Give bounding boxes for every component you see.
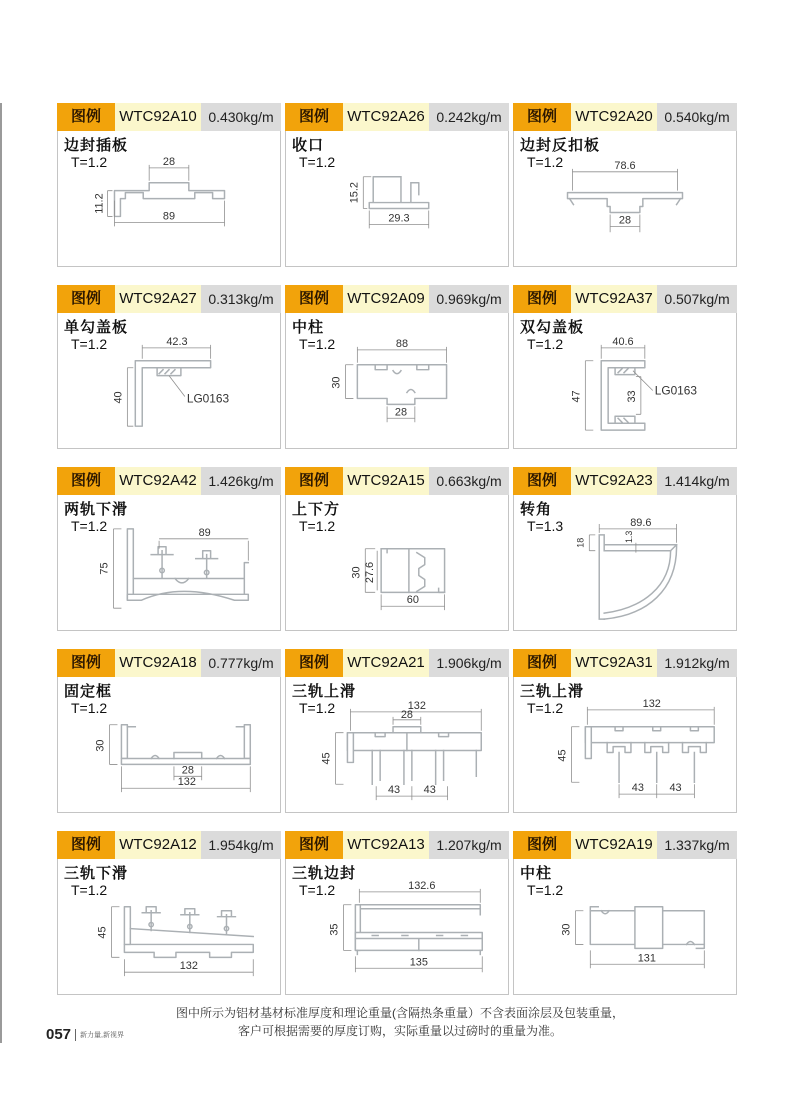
product-code: WTC92A19 xyxy=(571,831,657,859)
dim-label: 42.3 xyxy=(166,335,188,348)
legend-badge: 图例 xyxy=(57,103,115,131)
unit-weight: 1.954kg/m xyxy=(201,831,281,859)
profile-drawing xyxy=(286,881,508,994)
profile-card xyxy=(513,285,737,449)
dim-label: 15.2 xyxy=(348,182,361,204)
dim-label: 29.3 xyxy=(388,212,410,225)
legend-badge: 图例 xyxy=(513,649,571,677)
profile-name: 两轨下滑 xyxy=(64,501,129,518)
product-code: WTC92A21 xyxy=(343,649,429,677)
thickness-label: T=1.2 xyxy=(299,518,336,534)
thickness-label: T=1.2 xyxy=(527,700,564,716)
thickness-label: T=1.2 xyxy=(299,700,336,716)
legend-badge: 图例 xyxy=(57,831,115,859)
profile-name: 中柱 xyxy=(292,319,325,336)
unit-weight: 0.313kg/m xyxy=(201,285,281,313)
unit-weight: 0.969kg/m xyxy=(429,285,509,313)
profile-drawing xyxy=(58,699,280,812)
card-header xyxy=(285,649,509,677)
card-header xyxy=(513,831,737,859)
unit-weight: 1.912kg/m xyxy=(657,649,737,677)
profile-card xyxy=(57,831,281,995)
unit-weight: 1.337kg/m xyxy=(657,831,737,859)
dim-label: 45 xyxy=(556,749,569,762)
card-header xyxy=(57,103,281,131)
dim-label: 132 xyxy=(179,960,198,973)
page-number-divider xyxy=(75,1029,76,1041)
profile-name: 三轨下滑 xyxy=(64,865,129,882)
thickness-label: T=1.2 xyxy=(71,882,108,898)
page-footer xyxy=(46,1026,124,1043)
unit-weight: 1.414kg/m xyxy=(657,467,737,495)
card-header xyxy=(57,831,281,859)
profile-drawing xyxy=(286,699,508,812)
product-code: WTC92A09 xyxy=(343,285,429,313)
dim-label: 132 xyxy=(642,699,661,710)
profile-card xyxy=(285,103,509,267)
legend-badge: 图例 xyxy=(285,467,343,495)
thickness-label: T=1.2 xyxy=(299,336,336,352)
dim-label: 88 xyxy=(395,337,409,350)
dim-label: 89.6 xyxy=(630,517,652,529)
product-code: WTC92A26 xyxy=(343,103,429,131)
unit-weight: 0.430kg/m xyxy=(201,103,281,131)
profile-name: 边封插板 xyxy=(64,137,129,154)
dim-label: 30 xyxy=(560,923,573,936)
legend-badge: 图例 xyxy=(513,103,571,131)
product-code: WTC92A42 xyxy=(115,467,201,495)
legend-badge: 图例 xyxy=(57,285,115,313)
unit-weight: 1.207kg/m xyxy=(429,831,509,859)
thickness-label: T=1.2 xyxy=(299,154,336,170)
dim-label: 18 xyxy=(575,537,586,548)
profile-card xyxy=(57,285,281,449)
profile-card xyxy=(285,285,509,449)
dim-label: 33 xyxy=(625,390,638,403)
legend-badge: 图例 xyxy=(285,103,343,131)
dim-label: 47 xyxy=(570,390,583,403)
card-header xyxy=(513,467,737,495)
thickness-label: T=1.2 xyxy=(299,882,336,898)
thickness-label: T=1.2 xyxy=(71,518,108,534)
profile-name: 中柱 xyxy=(520,865,553,882)
dim-label: 43 xyxy=(423,784,436,797)
footer-line-1: 图中所示为铝材基材标准厚度和理论重量(含隔热条重量）不含表面涂层及包装重量， xyxy=(176,1006,624,1020)
product-code: WTC92A31 xyxy=(571,649,657,677)
profile-card xyxy=(285,467,509,631)
unit-weight: 0.540kg/m xyxy=(657,103,737,131)
profile-drawing xyxy=(58,335,280,448)
profile-name: 转角 xyxy=(520,501,553,518)
dim-label: 27.6 xyxy=(364,561,377,584)
profile-name: 单勾盖板 xyxy=(64,319,129,336)
product-code: WTC92A18 xyxy=(115,649,201,677)
dim-label: 11.2 xyxy=(93,193,106,214)
card-header xyxy=(57,467,281,495)
profile-grid xyxy=(57,103,737,995)
part-note-label: LG0163 xyxy=(654,383,698,398)
product-code: WTC92A20 xyxy=(571,103,657,131)
profile-card xyxy=(57,649,281,813)
card-header xyxy=(285,467,509,495)
product-code: WTC92A37 xyxy=(571,285,657,313)
profile-card xyxy=(57,467,281,631)
profile-drawing xyxy=(514,881,736,994)
dim-label: 78.6 xyxy=(614,159,636,172)
card-header xyxy=(285,285,509,313)
dim-label: 45 xyxy=(96,926,109,939)
profile-name: 上下方 xyxy=(292,501,341,518)
dim-label: 28 xyxy=(618,214,632,227)
page-tagline: 新力量,新视界 xyxy=(80,1031,124,1039)
unit-weight: 1.426kg/m xyxy=(201,467,281,495)
thickness-label: T=1.2 xyxy=(527,154,564,170)
unit-weight: 1.906kg/m xyxy=(429,649,509,677)
product-code: WTC92A10 xyxy=(115,103,201,131)
profile-name: 固定框 xyxy=(64,683,113,700)
profile-name: 三轨边封 xyxy=(292,865,357,882)
profile-card xyxy=(285,649,509,813)
profile-card xyxy=(513,467,737,631)
card-header xyxy=(513,649,737,677)
profile-drawing xyxy=(514,517,736,630)
dim-label: 132 xyxy=(407,699,426,712)
legend-badge: 图例 xyxy=(513,831,571,859)
dim-label: 28 xyxy=(162,155,176,168)
thickness-label: T=1.2 xyxy=(527,882,564,898)
dim-label: 40.6 xyxy=(612,335,634,348)
profile-drawing xyxy=(286,517,508,630)
legend-badge: 图例 xyxy=(57,649,115,677)
dim-label: 43 xyxy=(631,782,644,795)
profile-drawing xyxy=(58,153,280,266)
product-code: WTC92A13 xyxy=(343,831,429,859)
dim-label: 43 xyxy=(669,782,682,795)
unit-weight: 0.507kg/m xyxy=(657,285,737,313)
dim-label: 28 xyxy=(394,406,408,419)
thickness-label: T=1.3 xyxy=(527,518,564,534)
dim-label: 30 xyxy=(350,566,363,579)
profile-name: 三轨上滑 xyxy=(520,683,585,700)
dim-label: 132.6 xyxy=(408,881,436,892)
card-header xyxy=(57,285,281,313)
legend-badge: 图例 xyxy=(513,285,571,313)
thickness-label: T=1.2 xyxy=(71,700,108,716)
profile-card xyxy=(57,103,281,267)
card-header xyxy=(285,831,509,859)
card-header xyxy=(513,103,737,131)
legend-badge: 图例 xyxy=(57,467,115,495)
profile-drawing xyxy=(286,153,508,266)
part-note-label: LG0163 xyxy=(186,391,230,406)
thickness-label: T=1.2 xyxy=(71,154,108,170)
product-code: WTC92A15 xyxy=(343,467,429,495)
legend-badge: 图例 xyxy=(285,831,343,859)
dim-label: 1.3 xyxy=(623,530,634,544)
legend-badge: 图例 xyxy=(285,649,343,677)
dim-label: 45 xyxy=(320,752,333,765)
profile-drawing xyxy=(286,335,508,448)
dim-label: 30 xyxy=(330,376,343,389)
dim-label: 35 xyxy=(328,923,341,936)
dim-label: 28 xyxy=(181,764,194,777)
card-header xyxy=(57,649,281,677)
profile-name: 三轨上滑 xyxy=(292,683,357,700)
profile-name: 边封反扣板 xyxy=(520,137,601,154)
profile-card xyxy=(513,831,737,995)
legend-badge: 图例 xyxy=(285,285,343,313)
footer-line-2: 客户可根据需要的厚度订购，实际重量以过磅时的重量为准。 xyxy=(237,1024,562,1038)
dim-label: 89 xyxy=(198,526,211,539)
dim-label: 135 xyxy=(409,956,428,969)
profile-drawing xyxy=(58,517,280,630)
card-header xyxy=(285,103,509,131)
profile-drawing xyxy=(514,153,736,266)
profile-card xyxy=(285,831,509,995)
profile-name: 双勾盖板 xyxy=(520,319,585,336)
dim-label: 30 xyxy=(94,739,107,752)
dim-label: 75 xyxy=(98,562,111,575)
unit-weight: 0.777kg/m xyxy=(201,649,281,677)
product-code: WTC92A23 xyxy=(571,467,657,495)
profile-card xyxy=(513,103,737,267)
thickness-label: T=1.2 xyxy=(71,336,108,352)
product-code: WTC92A27 xyxy=(115,285,201,313)
dim-label: 89 xyxy=(162,210,176,223)
profile-name: 收口 xyxy=(292,137,325,154)
dim-label: 28 xyxy=(400,708,413,721)
unit-weight: 0.663kg/m xyxy=(429,467,509,495)
product-code: WTC92A12 xyxy=(115,831,201,859)
dim-label: 40 xyxy=(112,391,125,404)
left-margin-rule xyxy=(0,103,2,1043)
dim-label: 131 xyxy=(637,952,656,965)
page-number: 057 xyxy=(46,1026,72,1043)
dim-label: 60 xyxy=(406,594,419,607)
profile-drawing xyxy=(514,699,736,812)
thickness-label: T=1.2 xyxy=(527,336,564,352)
profile-card xyxy=(513,649,737,813)
dim-label: 132 xyxy=(177,776,196,789)
legend-badge: 图例 xyxy=(513,467,571,495)
profile-drawing xyxy=(58,881,280,994)
unit-weight: 0.242kg/m xyxy=(429,103,509,131)
profile-drawing xyxy=(514,335,736,448)
card-header xyxy=(513,285,737,313)
dim-label: 43 xyxy=(387,784,401,797)
